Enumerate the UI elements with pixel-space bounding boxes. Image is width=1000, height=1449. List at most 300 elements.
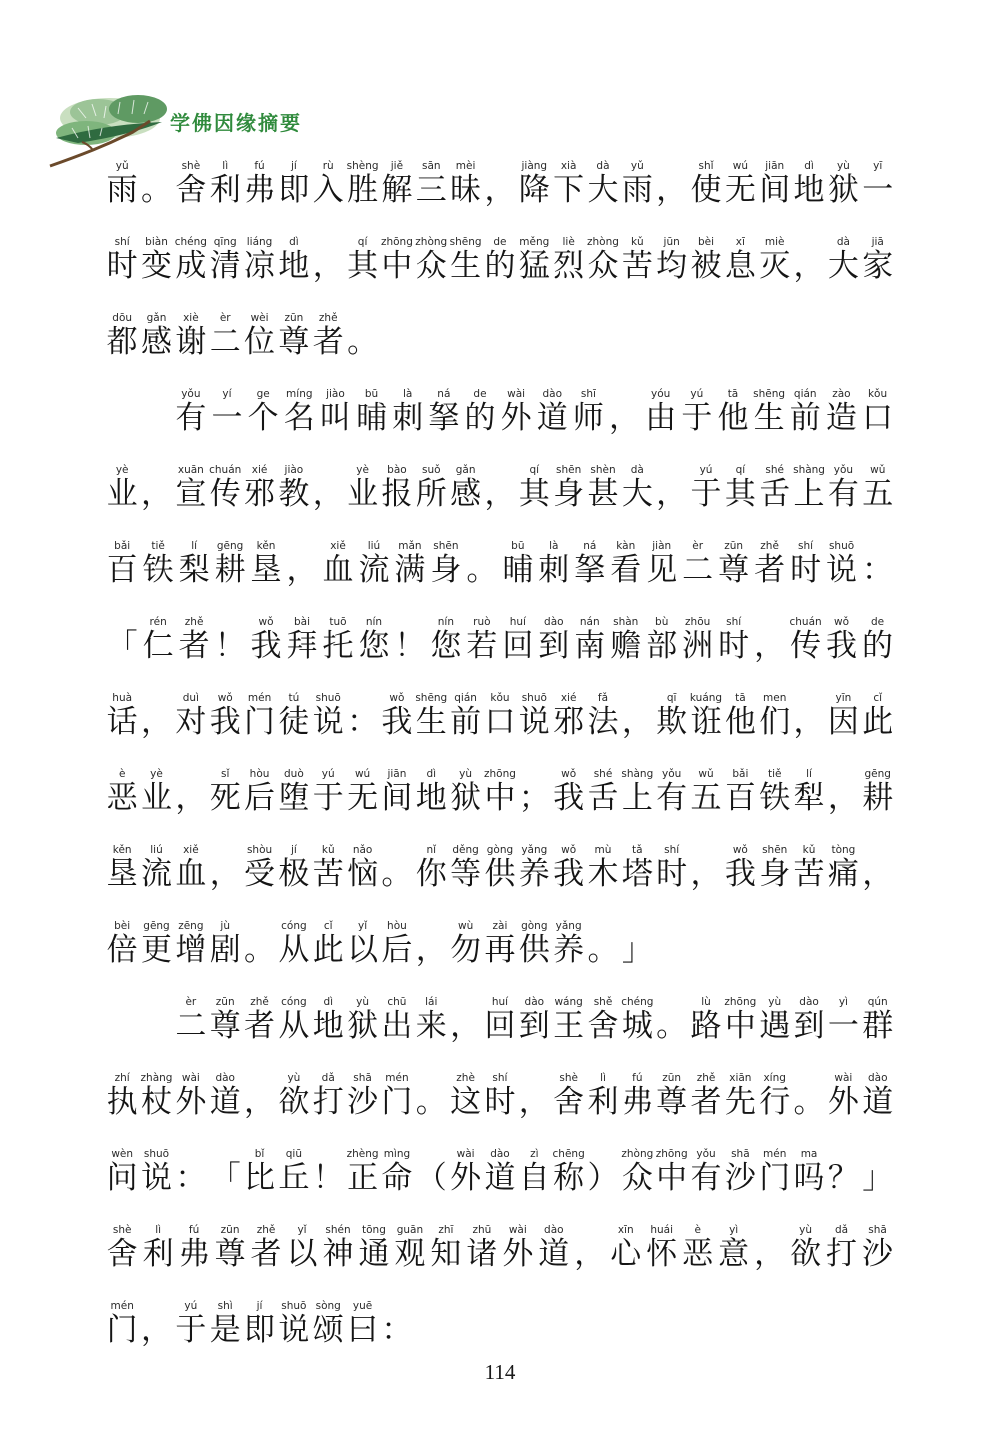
hanzi: 二 [175,1008,207,1044]
hanzi: 大 [827,248,859,284]
pinyin: dōu [112,312,133,324]
char-cell [277,1143,311,1203]
pinyin: dǎ [321,1072,335,1084]
hanzi: 中 [381,248,413,284]
hanzi: 感 [450,476,482,512]
pinyin: là [403,388,413,400]
pinyin: mù [594,844,612,856]
hanzi: 门 [106,1312,138,1348]
pinyin: chuán [789,616,822,628]
pinyin: bū [364,388,379,400]
hanzi: 杖 [141,1084,173,1120]
hanzi: ： [862,552,894,588]
pinyin: jiān [387,768,407,780]
hanzi: 后 [244,780,276,816]
hanzi: 口 [484,704,516,740]
pinyin: ruò [473,616,491,628]
pinyin: èr [219,312,231,324]
pinyin: zhě [760,540,779,552]
hanzi: 供 [518,932,550,968]
pinyin: wǔ [870,464,886,476]
hanzi: 外 [500,400,532,436]
hanzi: 拜 [286,628,318,664]
hanzi: 时 [790,552,822,588]
char-cell [655,839,689,899]
hanzi: 弗 [244,172,276,208]
pinyin: shí [726,616,742,628]
pinyin: dì [289,236,299,248]
pinyin: děng [452,844,479,856]
pinyin: yǔ [630,160,644,172]
hanzi: 于 [690,476,722,512]
char-cell [357,611,391,671]
hanzi: 犁 [793,780,825,816]
hanzi: 塔 [621,856,653,892]
hanzi: 息 [724,248,756,284]
hanzi: 耕 [862,780,894,816]
hanzi: 即 [278,172,310,208]
char-cell [861,839,895,899]
hanzi: 二 [209,324,241,360]
hanzi: 所 [415,476,447,512]
pinyin: wài [834,1072,853,1084]
hanzi: ， [862,856,894,892]
pinyin: xī [735,236,745,248]
hanzi: 打 [312,1084,344,1120]
pinyin: kěn [112,844,132,856]
hanzi: 舍 [587,1008,619,1044]
pinyin: bài [294,616,311,628]
pinyin: qián [454,692,477,704]
pinyin: zhí [114,1072,130,1084]
char-cell [537,1219,571,1279]
pinyin: mén [763,1148,787,1160]
hanzi: 中 [656,1160,688,1196]
pinyin: wài [181,1072,200,1084]
pinyin: yí [222,388,232,400]
hanzi: 耕 [214,552,246,588]
hanzi: 有 [690,1160,722,1196]
pinyin: tòng [831,844,856,856]
hanzi: 于 [681,400,713,436]
hanzi: 家 [862,248,894,284]
pinyin: gēng [864,768,891,780]
pinyin: zūn [215,996,235,1008]
hanzi: 比 [244,1160,276,1196]
pinyin: liáng [246,236,273,248]
pinyin: zhòng [621,1148,654,1160]
char-cell [551,915,585,975]
hanzi: 中 [484,780,516,816]
char-cell [826,839,860,899]
pinyin: nǎo [352,844,373,856]
pinyin: yī [873,160,883,172]
hanzi: 时 [484,1084,516,1120]
text-line [105,307,895,367]
pinyin: jiān [765,160,785,172]
hanzi: 道 [538,1236,570,1272]
pinyin: ná [437,388,451,400]
hanzi: 尊 [278,324,310,360]
pinyin: shí [664,844,680,856]
hanzi: 的 [862,628,894,664]
hanzi: 刺 [538,552,570,588]
pinyin: shí [798,540,814,552]
hanzi: 。 [347,324,379,360]
pinyin: zhě [250,996,269,1008]
pinyin: shì [217,1300,233,1312]
pinyin: wú [732,160,748,172]
pinyin: wǒ [389,692,405,704]
pinyin: chéng [621,996,654,1008]
pinyin: zài [492,920,508,932]
hanzi: 说 [826,552,858,588]
hanzi: ， [244,1084,276,1120]
pinyin: shēn [433,540,459,552]
pinyin: gēng [216,540,244,552]
hanzi: 他 [717,400,749,436]
hanzi: 门 [244,704,276,740]
hanzi: 身 [430,552,462,588]
hanzi: 利 [209,172,241,208]
pinyin: dào [490,1148,510,1160]
hanzi: 舍 [553,1084,585,1120]
hanzi: 。 [244,932,276,968]
pinyin: tā [727,388,739,400]
hanzi: 他 [724,704,756,740]
hanzi: ， [793,248,825,284]
char-cell [105,687,139,747]
hanzi: 身 [759,856,791,892]
hanzi: 神 [322,1236,354,1272]
hanzi: 降 [518,172,550,208]
pinyin: tú [288,692,300,704]
pinyin: chuán [209,464,242,476]
pinyin: yīn [835,692,852,704]
pinyin: rù [322,160,334,172]
hanzi: 传 [790,628,822,664]
hanzi: 雨 [106,172,138,208]
text-line [105,687,895,747]
pinyin: zūn [284,312,304,324]
pinyin: fǎ [597,692,609,704]
pinyin: shèng [346,160,379,172]
hanzi: 感 [141,324,173,360]
text-line [105,611,895,671]
pinyin: qí [357,236,368,248]
pinyin: jiào [326,388,345,400]
char-cell [826,1143,860,1203]
pinyin: kǔ [802,844,816,856]
hanzi: 看 [610,552,642,588]
hanzi: 猛 [518,248,550,284]
hanzi: 一 [827,1008,859,1044]
pinyin: dào [542,388,563,400]
pinyin: mǎn [398,540,422,552]
pinyin: shè [112,1224,132,1236]
hanzi: 苦 [793,856,825,892]
pinyin: qiū [285,1148,303,1160]
pinyin: yǒu [181,388,201,400]
hanzi: 养 [553,932,585,968]
pinyin: èr [185,996,197,1008]
hanzi: 仁 [142,628,174,664]
pinyin: yǐ [297,1224,307,1236]
hanzi: 五 [690,780,722,816]
hanzi: 业 [141,780,173,816]
pinyin: huí [509,616,526,628]
pinyin: liú [150,844,163,856]
pinyin: zūn [724,540,744,552]
hanzi: 」 [862,1160,894,1196]
char-cell [861,155,895,215]
hanzi: 其 [518,476,550,512]
text-line [105,915,895,975]
pinyin: shuō [828,540,855,552]
pinyin: gòng [521,920,548,932]
hanzi: 洲 [682,628,714,664]
hanzi: 赡 [610,628,642,664]
hanzi: 身 [553,476,585,512]
char-cell [380,1067,414,1127]
hanzi: 颂 [312,1312,344,1348]
hanzi: ， [754,1236,786,1272]
hanzi: 苦 [312,856,344,892]
pinyin: shēng [415,692,448,704]
pinyin: lì [155,1224,162,1236]
pinyin: de [493,236,507,248]
char-cell [758,687,792,747]
hanzi: 师 [572,400,604,436]
hanzi: 的 [484,248,516,284]
hanzi: ， [141,476,173,512]
char-cell [551,1143,585,1203]
hanzi: ， [484,476,516,512]
hanzi: 死 [209,780,241,816]
hanzi: 苦 [621,248,653,284]
pinyin: mèi [455,160,476,172]
pinyin: jiě [390,160,404,172]
pinyin: yè [150,768,163,780]
hanzi: 舍 [175,172,207,208]
pinyin: dà [836,236,850,248]
char-cell [277,459,311,519]
hanzi: 后 [381,932,413,968]
hanzi: 来 [415,1008,447,1044]
hanzi: ， [754,628,786,664]
pinyin: mén [247,692,272,704]
hanzi: 从 [278,1008,310,1044]
pinyin: xiě [330,540,346,552]
hanzi: 曰 [347,1312,379,1348]
pinyin: jūn [663,236,680,248]
hanzi: 是 [209,1312,241,1348]
hanzi: 我 [250,628,282,664]
pinyin: zūn [220,1224,240,1236]
pinyin: chū [387,996,407,1008]
hanzi: 血 [175,856,207,892]
pinyin: zhě [696,1072,716,1084]
hanzi: 受 [244,856,276,892]
hanzi: ： [381,1312,413,1348]
pinyin: è [694,1224,701,1236]
hanzi: 业 [106,476,138,512]
pinyin: xiě [183,844,199,856]
pinyin: xié [560,692,577,704]
pinyin: nán [579,616,600,628]
hanzi: 无 [724,172,756,208]
pinyin: miè [764,236,785,248]
hanzi: 弗 [178,1236,210,1272]
pinyin: kǔ [630,236,644,248]
hanzi: 前 [450,704,482,740]
hanzi: 你 [415,856,447,892]
hanzi: 三 [415,172,447,208]
pinyin: tuō [329,616,347,628]
pinyin: wǔ [698,768,714,780]
pinyin: sǐ [221,768,230,780]
hanzi: 舌 [759,476,791,512]
pinyin: yì [838,996,848,1008]
char-cell [277,231,311,291]
hanzi: 等 [450,856,482,892]
pinyin: qián [793,388,817,400]
hanzi: 沙 [347,1084,379,1120]
pinyin: tǎ [632,844,643,856]
pinyin: kǒu [867,388,888,400]
hanzi: 上 [793,476,825,512]
hanzi: 路 [690,1008,722,1044]
pinyin: míng [286,388,313,400]
pinyin: yù [459,768,473,780]
char-cell [345,839,379,899]
pinyin: wǒ [732,844,748,856]
hanzi: 因 [827,704,859,740]
hanzi: 利 [142,1236,174,1272]
hanzi: 教 [278,476,310,512]
char-cell [824,535,858,595]
char-cell [586,687,620,747]
hanzi: 剧 [209,932,241,968]
hanzi: ） [587,1160,619,1196]
hanzi: 南 [574,628,606,664]
hanzi: 一 [862,172,894,208]
pinyin: xià [560,160,577,172]
pinyin: wèn [111,1148,134,1160]
hanzi: 舌 [587,780,619,816]
hanzi: 地 [312,1008,344,1044]
pinyin: shēn [556,464,582,476]
pinyin: wǒ [834,616,850,628]
pinyin: yóu [651,388,671,400]
hanzi: 遇 [759,1008,791,1044]
hanzi: 部 [646,628,678,664]
hanzi: 回 [484,1008,516,1044]
pinyin: bū [511,540,525,552]
hanzi: 胜 [347,172,379,208]
hanzi: ， [484,172,516,208]
pinyin: zhōu [685,616,711,628]
char-cell [249,535,283,595]
hanzi: 出 [381,1008,413,1044]
pinyin: zhě [318,312,338,324]
hanzi: 再 [484,932,516,968]
hanzi: 有 [827,476,859,512]
pinyin: yǎng [555,920,582,932]
hanzi: 解 [381,172,413,208]
pinyin: lì [222,160,229,172]
hanzi: 者 [690,1084,722,1120]
pinyin: tiě [767,768,782,780]
hanzi: 五 [862,476,894,512]
hanzi: 造 [825,400,857,436]
pinyin: liè [562,236,575,248]
hanzi: 弗 [621,1084,653,1120]
pinyin: sòng [315,1300,341,1312]
pinyin: suǒ [421,464,441,476]
hanzi: 对 [175,704,207,740]
hanzi: 我 [381,704,413,740]
pinyin: tiě [151,540,165,552]
pinyin: dì [804,160,814,172]
pinyin: jí [290,160,297,172]
pinyin: chéng [174,236,207,248]
hanzi: 时 [106,248,138,284]
hanzi: 沙 [724,1160,756,1196]
hanzi: 铁 [759,780,791,816]
pinyin: xiè [183,312,199,324]
char-cell [380,915,414,975]
hanzi: 其 [347,248,379,284]
char-cell [758,1067,792,1127]
pinyin: yǒu [833,464,854,476]
char-cell [620,155,654,215]
pinyin: wài [456,1148,475,1160]
hanzi: 甚 [587,476,619,512]
hanzi: ， [827,780,859,816]
hanzi: 入 [312,172,344,208]
pinyin: shè [559,1072,578,1084]
pinyin: è [118,768,126,780]
hanzi: 晡 [356,400,388,436]
pinyin: shé [593,768,613,780]
hanzi: 尊 [214,1236,246,1272]
hanzi: 门 [759,1160,791,1196]
pinyin: gǎn [146,312,167,324]
hanzi: ， [656,172,688,208]
hanzi: 狱 [450,780,482,816]
hanzi: 大 [621,476,653,512]
hanzi: 痛 [827,856,859,892]
hanzi: 舍 [106,1236,138,1272]
pinyin: wǒ [561,768,577,780]
hanzi: 众 [587,248,619,284]
hanzi: 被 [690,248,722,284]
pinyin: fú [254,160,265,172]
hanzi: 众 [415,248,447,284]
pinyin: yì [729,1224,739,1236]
text-line [105,1067,895,1127]
hanzi: 叫 [319,400,351,436]
hanzi: 由 [645,400,677,436]
hanzi: 一 [211,400,243,436]
hanzi: 见 [646,552,678,588]
pinyin: qīng [213,236,237,248]
pinyin: yú [699,464,713,476]
hanzi: 者 [178,628,210,664]
hanzi: 二 [682,552,714,588]
hanzi: 尊 [656,1084,688,1120]
